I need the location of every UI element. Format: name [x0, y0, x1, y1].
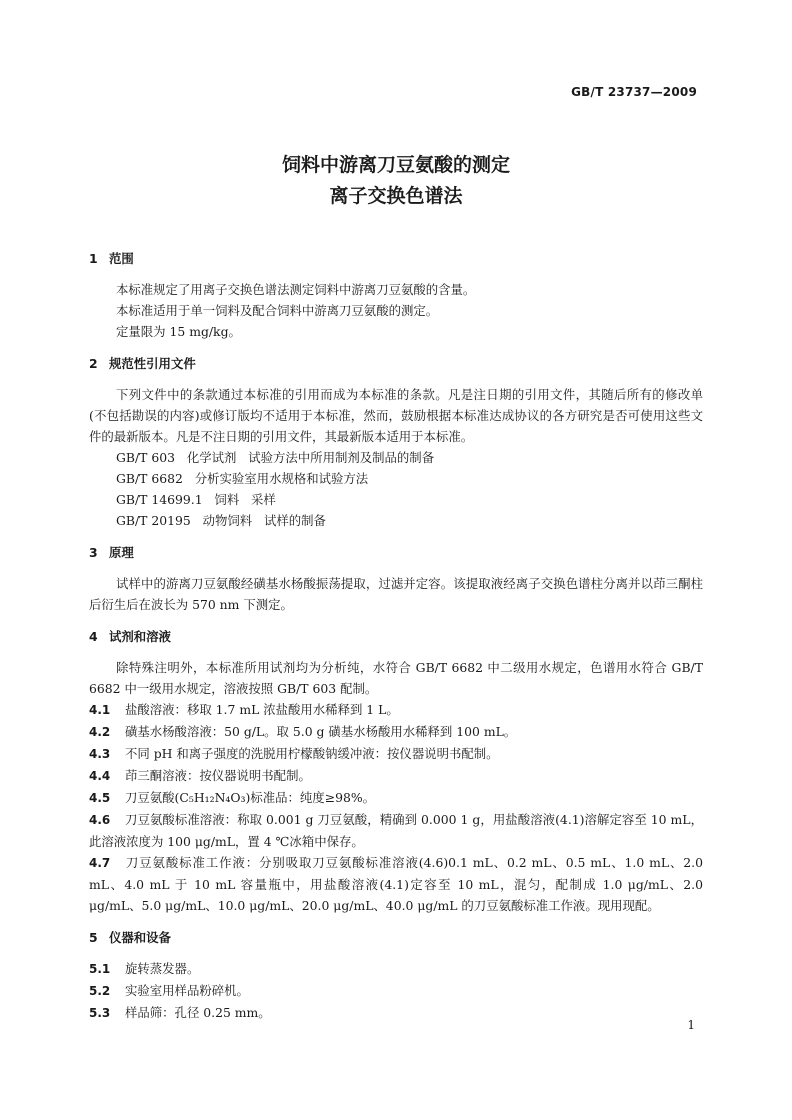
- clause-text: 样品筛：孔径 0.25 mm。: [125, 1005, 271, 1020]
- section-number: 4: [89, 629, 98, 644]
- section-number: 3: [89, 545, 98, 560]
- paragraph: 定量限为 15 mg/kg。: [116, 324, 241, 339]
- clause-number: 5.3: [89, 1006, 111, 1020]
- normative-reference: GB/T 603 化学试剂 试验方法中所用制剂及制品的制备: [116, 450, 435, 465]
- section-number: 5: [89, 930, 98, 945]
- section-title: 仪器和设备: [109, 930, 171, 945]
- clause-text: 刀豆氨酸标准工作液：分别吸取刀豆氨酸标准溶液(4.6)0.1 mL、0.2 mL、0.5 mL、1.0 mL、2.0 mL、4.0 mL 于 10 mL 容量瓶中，用盐酸溶液(4.1)定容至 10 mL，混匀，配制成 1.0 μg/mL、2.0 μg/mL、5.0 μg/mL、10.0 μg/mL、20.0 μg/mL、40.0 μg/mL 的刀豆氨酸标准工作液。现用现配。: [89, 855, 703, 913]
- paragraph: 下列文件中的条款通过本标准的引用而成为本标准的条款。凡是注日期的引用文件，其随后所有的修改单(不包括勘误的内容)或修订版均不适用于本标准，然而，鼓励根据本标准达成协议的各方研究是否可使用这些文件的最新版本。凡是不注日期的引用文件，其最新版本适用于本标准。: [89, 387, 703, 444]
- paragraph: 本标准规定了用离子交换色谱法测定饲料中游离刀豆氨酸的含量。: [116, 282, 476, 297]
- clause-number: 5.1: [89, 962, 111, 976]
- section-title: 原理: [109, 545, 134, 560]
- normative-reference: GB/T 20195 动物饲料 试样的制备: [116, 513, 326, 528]
- clause-4-6: [89, 809, 703, 852]
- section-number: 2: [89, 356, 98, 371]
- section-2-heading: [89, 353, 703, 374]
- page-number: 1: [687, 1018, 695, 1032]
- section-title: 规范性引用文件: [109, 356, 196, 371]
- clause-4-4: [89, 765, 703, 787]
- section-5-heading: [89, 927, 703, 948]
- normative-reference: GB/T 14699.1 饲料 采样: [116, 492, 276, 507]
- section-number: 1: [89, 251, 98, 266]
- clause-4-3: [89, 743, 703, 765]
- clause-4-2: [89, 721, 703, 743]
- clause-text: 不同 pH 和离子强度的洗脱用柠檬酸钠缓冲液：按仪器说明书配制。: [125, 746, 499, 761]
- clause-5-1: [89, 958, 703, 980]
- section-title: 试剂和溶液: [109, 629, 171, 644]
- normative-reference: GB/T 6682 分析实验室用水规格和试验方法: [116, 471, 369, 486]
- clause-text: 实验室用样品粉碎机。: [125, 983, 249, 998]
- clause-number: 4.4: [89, 769, 111, 783]
- clause-text: 盐酸溶液：移取 1.7 mL 浓盐酸用水稀释到 1 L。: [125, 702, 399, 717]
- paragraph: 除特殊注明外，本标准所用试剂均为分析纯，水符合 GB/T 6682 中二级用水规定，色谱用水符合 GB/T 6682 中一级用水规定，溶液按照 GB/T 603 配制。: [89, 660, 703, 696]
- clause-number: 5.2: [89, 984, 111, 998]
- section-title: 范围: [109, 251, 134, 266]
- clause-text: 刀豆氨酸标准溶液：称取 0.001 g 刀豆氨酸，精确到 0.000 1 g，用盐酸溶液(4.1)溶解定容至 10 mL，此溶液浓度为 100 μg/mL，置 4 ℃冰箱中保存。: [89, 812, 703, 849]
- clause-number: 4.2: [89, 725, 111, 739]
- clause-5-2: [89, 980, 703, 1002]
- clause-text: 旋转蒸发器。: [125, 961, 200, 976]
- clause-number: 4.6: [89, 813, 111, 827]
- clause-4-7: [89, 852, 703, 916]
- clause-text: 茚三酮溶液：按仪器说明书配制。: [125, 768, 311, 783]
- clause-text: 刀豆氨酸(C₅H₁₂N₄O₃)标准品：纯度≥98%。: [125, 790, 376, 805]
- paragraph: 本标准适用于单一饲料及配合饲料中游离刀豆氨酸的测定。: [116, 303, 439, 318]
- section-4-heading: [89, 626, 703, 647]
- paragraph: 试样中的游离刀豆氨酸经磺基水杨酸振荡提取，过滤并定容。该提取液经离子交换色谱柱分离并以茚三酮柱后衍生后在波长为 570 nm 下测定。: [89, 576, 703, 612]
- section-1-heading: [89, 248, 703, 269]
- title-line-1: 饲料中游离刀豆氨酸的测定: [281, 154, 510, 176]
- clause-number: 4.5: [89, 791, 111, 805]
- clause-4-1: [89, 699, 703, 721]
- clause-4-5: [89, 787, 703, 809]
- document-title: [0, 150, 792, 212]
- clause-number: 4.7: [89, 856, 111, 870]
- standard-code: GB/T 23737—2009: [571, 85, 697, 99]
- clause-5-3: [89, 1002, 703, 1024]
- clause-number: 4.1: [89, 703, 111, 717]
- document-body: [89, 248, 703, 1024]
- title-line-2: 离子交换色谱法: [329, 185, 463, 207]
- section-3-heading: [89, 542, 703, 563]
- clause-text: 磺基水杨酸溶液：50 g/L。取 5.0 g 磺基水杨酸用水稀释到 100 mL。: [125, 724, 517, 739]
- clause-number: 4.3: [89, 747, 111, 761]
